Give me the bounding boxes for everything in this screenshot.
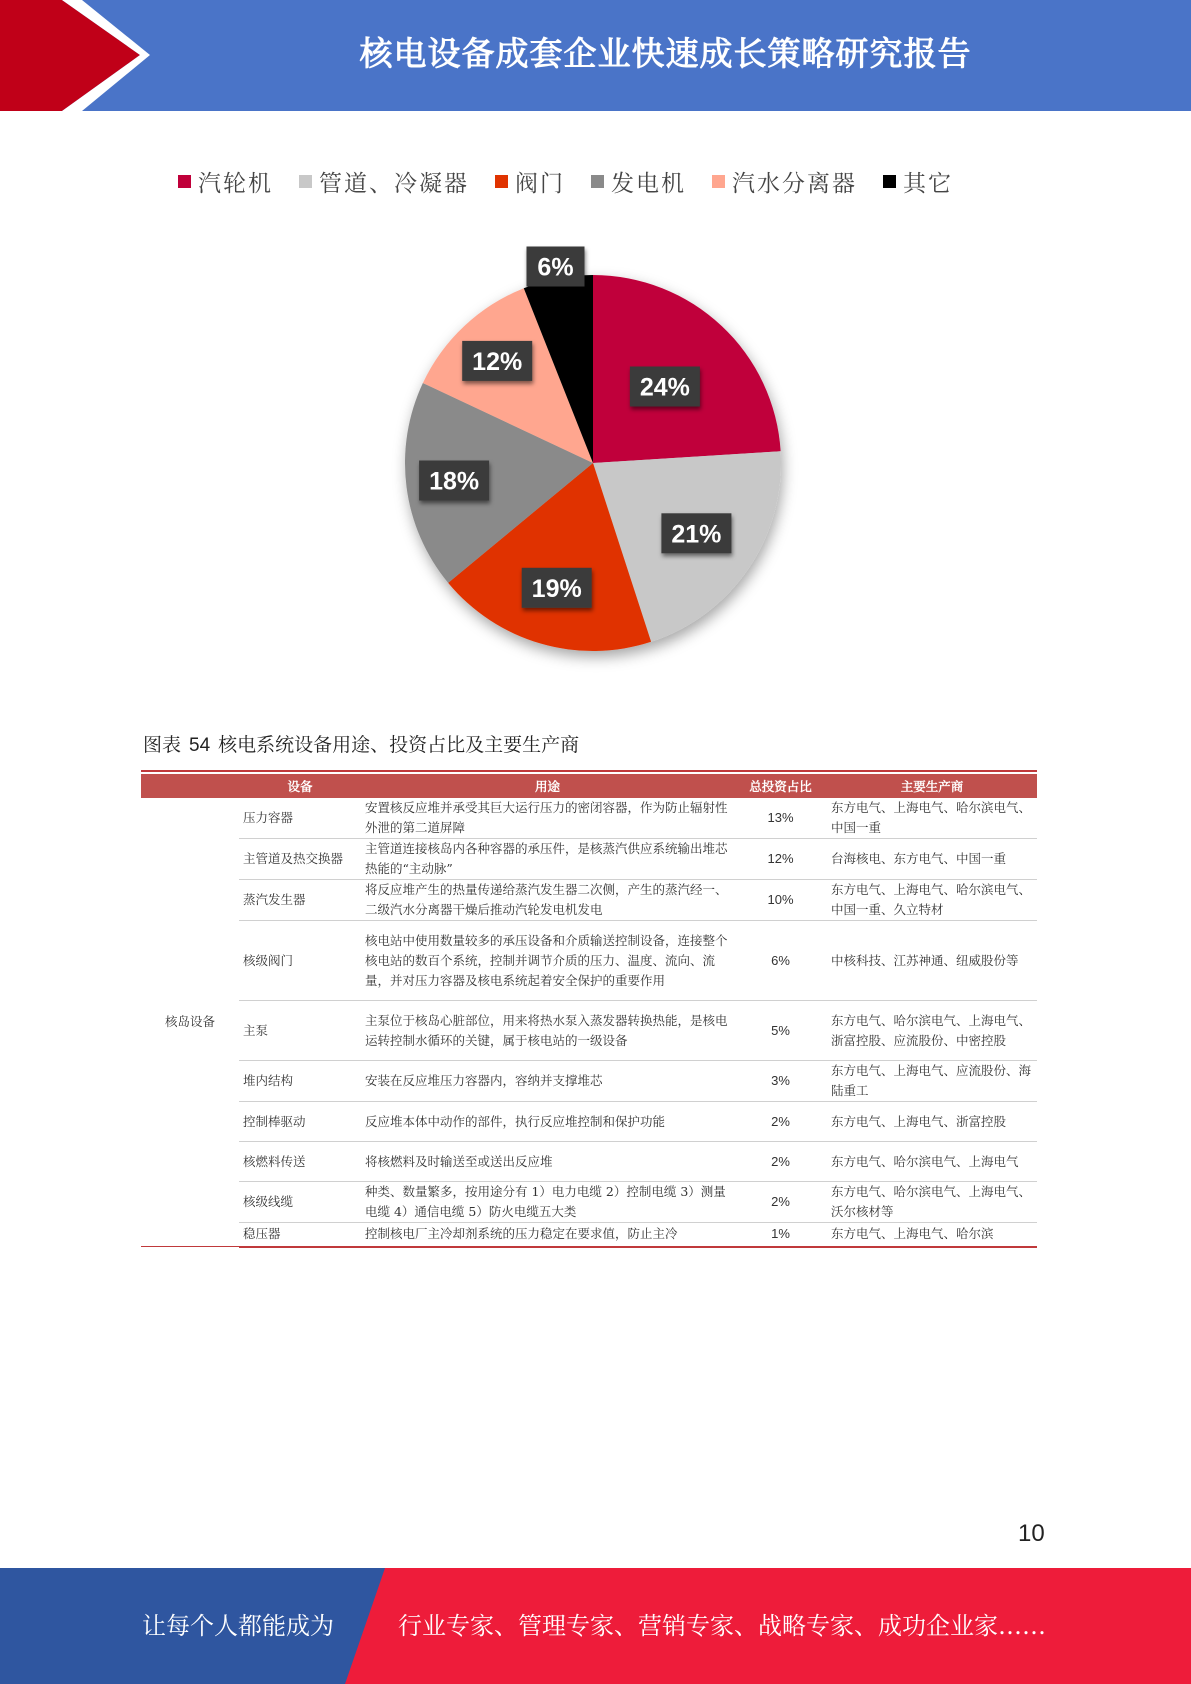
figure-caption <box>143 730 579 757</box>
makers-cell: 台海核电、东方电气、中国一重 <box>827 839 1037 880</box>
column-header: 设备 <box>239 774 361 798</box>
label-text: 21% <box>671 520 722 549</box>
legend-swatch <box>178 175 191 188</box>
makers-cell: 东方电气、哈尔滨电气、上海电气、浙富控股、应流股份、中密控股 <box>827 1001 1037 1061</box>
legend-label: 阀门 <box>515 170 565 197</box>
usage-cell: 将反应堆产生的热量传递给蒸汽发生器二次侧，产生的蒸汽经一、二级汽水分离器干燥后推动汽轮发电机发电 <box>361 880 734 921</box>
page-number: 10 <box>1018 1520 1045 1547</box>
equipment-cell: 核级线缆 <box>239 1182 361 1223</box>
pie-chart-svg <box>370 220 810 680</box>
category-cell: 核岛设备 <box>141 798 239 1247</box>
legend-label: 发电机 <box>611 170 686 197</box>
legend-item <box>712 165 857 198</box>
table-row <box>141 1061 1037 1102</box>
slice-value-label <box>527 247 585 287</box>
legend-label: 其它 <box>903 170 953 197</box>
usage-cell: 安装在反应堆压力容器内，容纳并支撑堆芯 <box>361 1061 734 1102</box>
slice-value-label <box>661 513 731 553</box>
share-cell: 1% <box>734 1223 827 1247</box>
equipment-cell: 主管道及热交换器 <box>239 839 361 880</box>
equipment-cell: 主泵 <box>239 1001 361 1061</box>
equipment-cell: 核级阀门 <box>239 921 361 1001</box>
legend-swatch <box>883 175 896 188</box>
table-header-row <box>141 774 1037 798</box>
equipment-cell: 压力容器 <box>239 798 361 839</box>
slice-value-label <box>630 367 700 407</box>
legend-swatch <box>495 175 508 188</box>
table-row <box>141 1102 1037 1142</box>
makers-cell: 中核科技、江苏神通、纽威股份等 <box>827 921 1037 1001</box>
label-text: 12% <box>472 347 523 376</box>
equipment-cell: 控制棒驱动 <box>239 1102 361 1142</box>
makers-cell: 东方电气、上海电气、浙富控股 <box>827 1102 1037 1142</box>
column-header: 主要生产商 <box>827 774 1037 798</box>
legend-item <box>495 165 565 198</box>
label-text: 19% <box>531 574 582 603</box>
header-arrow-graphic <box>0 0 160 111</box>
page-footer <box>0 1568 1191 1684</box>
column-header: 总投资占比 <box>734 774 827 798</box>
share-cell: 5% <box>734 1001 827 1061</box>
pie-chart <box>370 220 810 680</box>
usage-cell: 安置核反应堆并承受其巨大运行压力的密闭容器，作为防止辐射性外泄的第二道屏障 <box>361 798 734 839</box>
usage-cell: 反应堆本体中动作的部件，执行反应堆控制和保护功能 <box>361 1102 734 1142</box>
legend-item <box>299 165 469 198</box>
report-title: 核电设备成套企业快速成长策略研究报告 <box>359 34 972 73</box>
legend-label: 汽水分离器 <box>732 170 857 197</box>
share-cell: 13% <box>734 798 827 839</box>
table-row <box>141 839 1037 880</box>
share-cell: 12% <box>734 839 827 880</box>
legend-item <box>883 165 953 198</box>
usage-cell: 核电站中使用数量较多的承压设备和介质输送控制设备，连接整个核电站的数百个系统，控制并调节介质的压力、温度、流向、流量，并对压力容器及核电系统起着安全保护的重要作用 <box>361 921 734 1001</box>
share-cell: 3% <box>734 1061 827 1102</box>
equipment-cell: 稳压器 <box>239 1223 361 1247</box>
table-row <box>141 1142 1037 1182</box>
legend-swatch <box>299 175 312 188</box>
legend-label: 汽轮机 <box>198 170 273 197</box>
page-header <box>0 0 1191 111</box>
usage-cell: 主管道连接核岛内各种容器的承压件，是核蒸汽供应系统输出堆芯热能的“主动脉” <box>361 839 734 880</box>
makers-cell: 东方电气、哈尔滨电气、上海电气 <box>827 1142 1037 1182</box>
column-header: 用途 <box>361 774 734 798</box>
legend-swatch <box>712 175 725 188</box>
equipment-cell: 蒸汽发生器 <box>239 880 361 921</box>
equipment-table <box>141 774 1037 1248</box>
table-row <box>141 1223 1037 1247</box>
share-cell: 2% <box>734 1142 827 1182</box>
share-cell: 10% <box>734 880 827 921</box>
table-row <box>141 798 1037 839</box>
label-text: 6% <box>537 253 574 282</box>
makers-cell: 东方电气、上海电气、哈尔滨电气、中国一重、久立特材 <box>827 880 1037 921</box>
legend-item <box>591 165 686 198</box>
caption-prefix: 图表 <box>143 734 182 756</box>
makers-cell: 东方电气、哈尔滨电气、上海电气、沃尔核材等 <box>827 1182 1037 1223</box>
legend-label: 管道、冷凝器 <box>319 170 469 197</box>
legend-item <box>178 165 273 198</box>
makers-cell: 东方电气、上海电气、哈尔滨 <box>827 1223 1037 1247</box>
makers-cell: 东方电气、上海电气、哈尔滨电气、中国一重 <box>827 798 1037 839</box>
label-text: 24% <box>639 373 690 402</box>
share-cell: 2% <box>734 1182 827 1223</box>
caption-number: 54 <box>189 735 211 756</box>
table-row <box>141 880 1037 921</box>
share-cell: 2% <box>734 1102 827 1142</box>
footer-slogan-left: 让每个人都能成为 <box>142 1612 334 1640</box>
usage-cell: 主泵位于核岛心脏部位，用来将热水泵入蒸发器转换热能，是核电运转控制水循环的关键，属于核电站的一级设备 <box>361 1001 734 1061</box>
equipment-cell: 堆内结构 <box>239 1061 361 1102</box>
label-text: 18% <box>429 467 480 496</box>
slice-value-label <box>462 341 532 381</box>
slice-value-label <box>522 568 592 608</box>
legend-swatch <box>591 175 604 188</box>
usage-cell: 将核燃料及时输送至或送出反应堆 <box>361 1142 734 1182</box>
equipment-cell: 核燃料传送 <box>239 1142 361 1182</box>
chart-legend <box>178 163 979 199</box>
column-header <box>141 774 239 798</box>
usage-cell: 种类、数量繁多，按用途分有 1）电力电缆 2）控制电缆 3）测量电缆 4）通信电缆 5）防火电缆五大类 <box>361 1182 734 1223</box>
share-cell: 6% <box>734 921 827 1001</box>
caption-divider <box>141 770 1037 772</box>
caption-text: 核电系统设备用途、投资占比及主要生产商 <box>218 734 580 756</box>
table-row <box>141 1001 1037 1061</box>
table-row <box>141 1182 1037 1223</box>
usage-cell: 控制核电厂主冷却剂系统的压力稳定在要求值，防止主冷 <box>361 1223 734 1247</box>
slice-value-label <box>419 461 489 501</box>
footer-slogan-right: 行业专家、管理专家、营销专家、战略专家、成功企业家…… <box>398 1612 1046 1640</box>
table-row <box>141 921 1037 1001</box>
makers-cell: 东方电气、上海电气、应流股份、海陆重工 <box>827 1061 1037 1102</box>
